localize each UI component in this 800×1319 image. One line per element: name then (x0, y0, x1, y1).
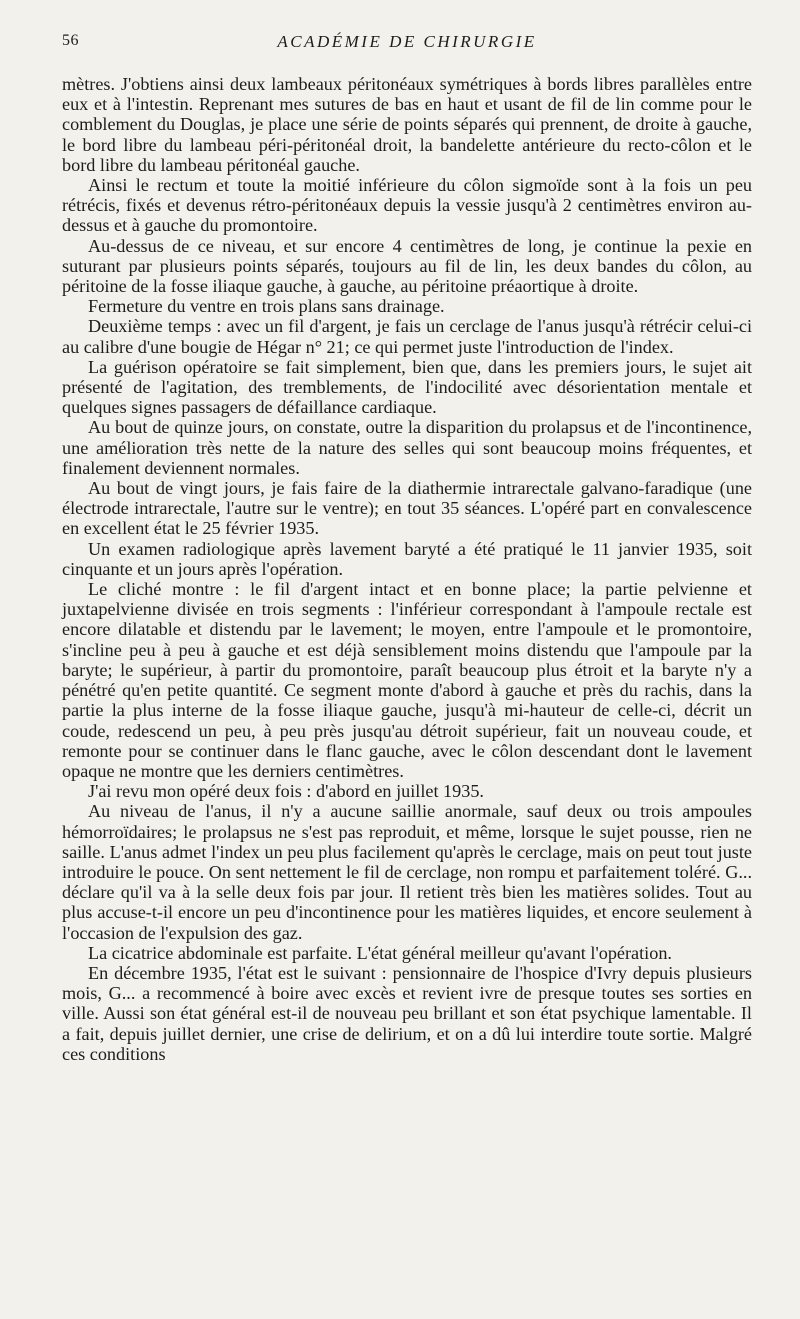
paragraph: La guérison opératoire se fait simplement, bien que, dans les premiers jours, le sujet ait présenté de l'agitation, des tremblements, de l'indocilité avec désorientation mentale et quelques signes passagers de défaillance cardiaque. (62, 356, 752, 418)
paragraph: Au bout de quinze jours, on constate, outre la disparition du prolapsus et de l'incontinence, une amélioration très nette de la nature des selles qui sont beaucoup moins fréquentes, et finalement deviennent normales. (62, 417, 752, 478)
paragraph: Un examen radiologique après lavement baryté a été pratiqué le 11 janvier 1935, soit cinquante et un jours après l'opération. (62, 538, 752, 579)
running-title: ACADÉMIE DE CHIRURGIE (277, 32, 537, 51)
page-number: 56 (62, 32, 79, 49)
paragraph: Deuxième temps : avec un fil d'argent, je fais un cerclage de l'anus jusqu'à rétrécir celui-ci au calibre d'une bougie de Hégar n° 21; ce qui permet juste l'introduction de l'index. (62, 316, 752, 357)
paragraph: Ainsi le rectum et toute la moitié inférieure du côlon sigmoïde sont à la fois un peu rétrécis, fixés et devenus rétro-péritonéaux depuis la vessie jusqu'à 2 centimètres environ au-dessus et à gauche du promontoire. (62, 175, 752, 236)
paragraph: Fermeture du ventre en trois plans sans drainage. (88, 296, 445, 317)
paragraph: Au bout de vingt jours, je fais faire de la diathermie intrarectale galvano-faradique (une électrode intrarectale, l'autre sur le ventre); en tout 35 séances. L'opéré part en convalescence en excellent état le 25 février 1935. (62, 478, 752, 539)
paragraph: Au-dessus de ce niveau, et sur encore 4 centimètres de long, je continue la pexie en suturant par plusieurs points séparés, toujours au fil de lin, les deux bandes du côlon, au péritoine de la fosse iliaque gauche, à gauche, au péritoine préaortique à droite. (62, 235, 752, 297)
body-text (62, 74, 752, 1064)
paragraph: La cicatrice abdominale est parfaite. L'état général meilleur qu'avant l'opération. (88, 942, 672, 963)
paragraph: Au niveau de l'anus, il n'y a aucune saillie anormale, sauf deux ou trois ampoules hémorroïdaires; le prolapsus ne s'est pas reproduit, et même, lorsque le sujet pousse, rien ne saille. L'anus admet l'index un peu plus facilement qu'après le cerclage, mais on peut tout juste introduire le pouce. On sent nettement le fil de cerclage, non rompu et parfaitement toléré. G... déclare qu'il va à la selle deux fois par jour. Il retient très bien les matières solides. Tout au plus accuse-t-il encore un peu d'incontinence pour les matières liquides, et encore seulement à l'occasion de l'expulsion des gaz. (62, 801, 752, 943)
paragraph: mètres. J'obtiens ainsi deux lambeaux péritonéaux symétriques à bords libres parallèles entre eux et à l'intestin. Reprenant mes sutures de bas en haut et usant de fil de lin comme pour le comblement du Douglas, je place une série de points séparés qui prennent, de droite à gauche, le bord libre du lambeau péri-péritonéal droit, la bandelette antérieure du recto-côlon et le bord libre du lambeau péritonéal gauche. (62, 74, 752, 175)
paragraph: Le cliché montre : le fil d'argent intact et en bonne place; la partie pelvienne et juxtapelvienne divisée en trois segments : l'inférieur correspondant à l'ampoule rectale est encore dilatable et distendu par le lavement; le moyen, entre l'ampoule et le promontoire, s'incline peu à peu à gauche et est déjà sensiblement moins distendu que l'ampoule par la baryte; le supérieur, à partir du promontoire, paraît beaucoup plus étroit et la baryte n'y a pénétré qu'en petite quantité. Ce segment monte d'abord à gauche et près du rachis, dans la partie la plus interne de la fosse iliaque gauche, jusqu'à mi-hauteur de celle-ci, décrit un coude, redescend un peu, à peu près jusqu'au détroit supérieur, fait un nouveau coude, et remonte pour se continuer dans le flanc gauche, avec le côlon descendant dont le lavement opaque ne montre que les derniers centimètres. (62, 579, 752, 781)
page-header (62, 32, 752, 54)
paragraph: En décembre 1935, l'état est le suivant : pensionnaire de l'hospice d'Ivry depuis plusieurs mois, G... a recommencé à boire avec excès et revient ivre de presque toutes ses sorties en ville. Aussi son état général est-il de nouveau peu brillant et son état psychique lamentable. Il a fait, depuis juillet dernier, une crise de delirium, et on a dû lui interdire toute sortie. Malgré ces conditions (62, 962, 752, 1064)
paragraph: J'ai revu mon opéré deux fois : d'abord en juillet 1935. (88, 781, 484, 802)
